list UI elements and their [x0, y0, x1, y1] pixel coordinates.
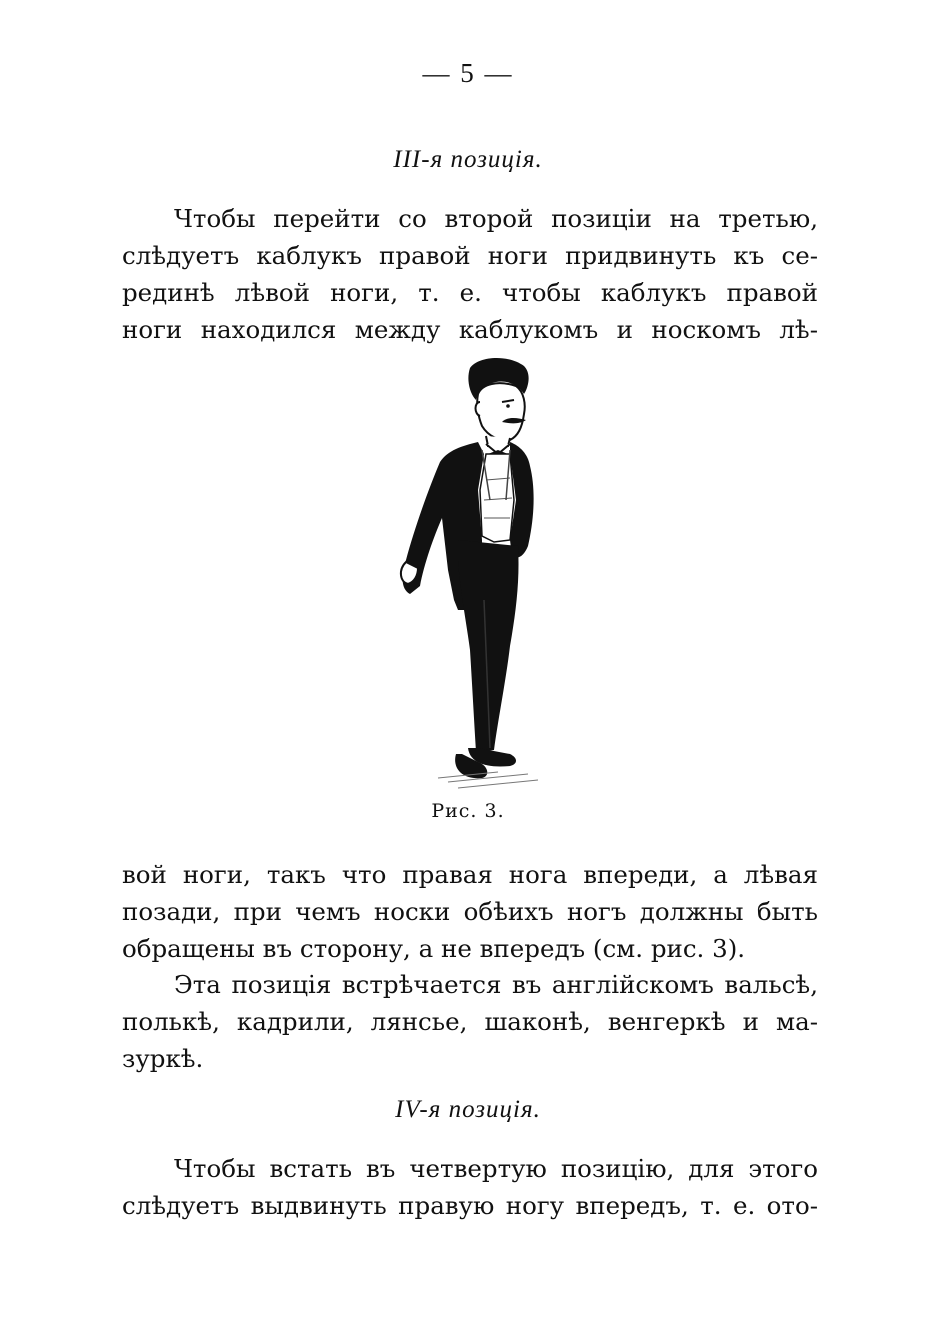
figure-caption: Рис. 3. [431, 800, 505, 822]
page-number: — 5 — [422, 58, 514, 88]
text-line: ноги находился между каблукомъ и носкомъ лѣ- [122, 315, 818, 344]
text-line: зуркѣ. [122, 1044, 204, 1073]
text-line: Чтобы перейти со второй позиціи на третью, [174, 204, 818, 233]
text-line: позади, при чемъ носки обѣихъ ногъ должны быть [122, 897, 818, 926]
text-line: Эта позиція встрѣчается въ англійскомъ вальсѣ, [174, 970, 818, 999]
text-line: Чтобы встать въ четвертую позицію, для этого [174, 1154, 818, 1183]
section-heading-fourth-position: IV-я позиція. [395, 1096, 541, 1123]
text-line: рединѣ лѣвой ноги, т. е. чтобы каблукъ правой [122, 278, 818, 307]
text-line: слѣдуетъ каблукъ правой ноги придвинуть къ се- [122, 241, 818, 270]
text-line: вой ноги, такъ что правая нога впереди, а лѣвая [122, 860, 818, 889]
text-line: обращены въ сторону, а не впередъ (см. рис. 3). [122, 934, 746, 963]
paragraph-third-position-usage [122, 966, 818, 1077]
paragraph-third-position-continued [122, 856, 818, 967]
text-line: слѣдуетъ выдвинуть правую ногу впередъ, т. е. ото- [122, 1191, 818, 1220]
man-in-tailcoat-figure-icon [378, 350, 548, 790]
section-heading-third-position: III-я позиція. [393, 146, 543, 173]
paragraph-third-position-intro [122, 200, 818, 348]
paragraph-fourth-position [122, 1150, 818, 1224]
text-line: полькѣ, кадрили, лянсье, шаконѣ, венгеркѣ и ма- [122, 1007, 818, 1036]
